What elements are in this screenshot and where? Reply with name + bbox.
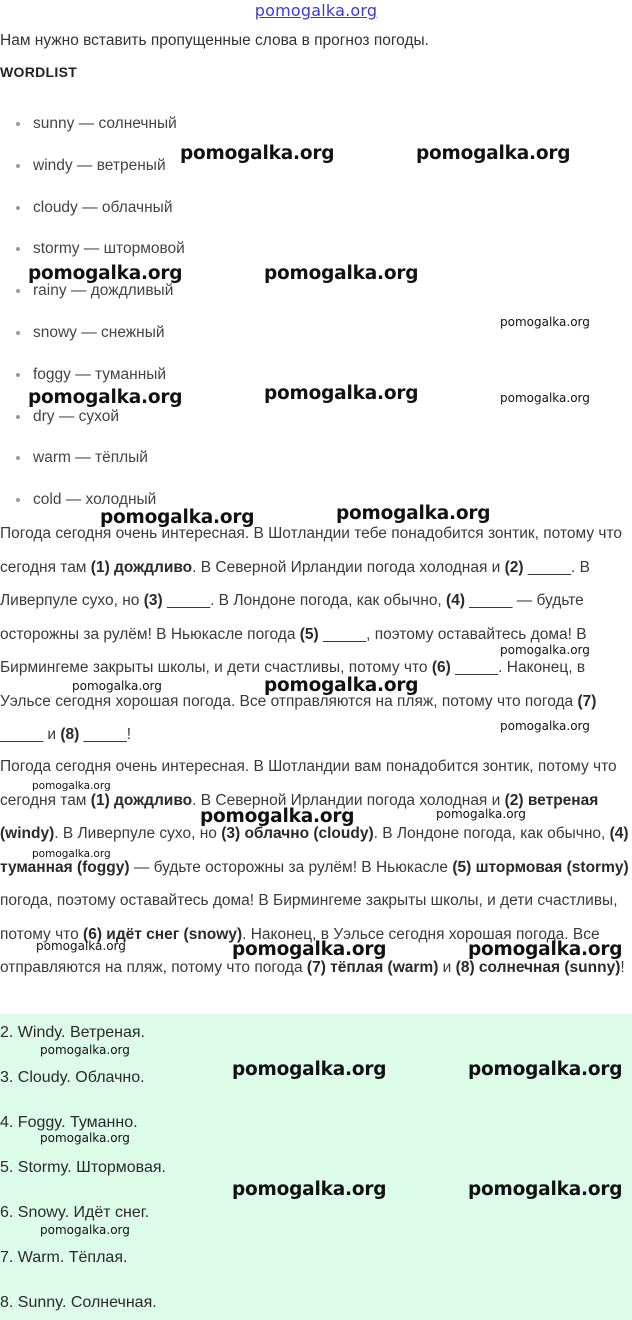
- filled-paragraph: Погода сегодня очень интересная. В Шотландии вам понадобится зонтик, потому что сегодня там (1) дождливо. В Северной Ирландии погода холодная и (2) ветреная (windy). В Ливерпуле сухо, но (3) облачно (cloudy). В Лондоне погода, как обычно, (4) туманная (foggy) — будьте осторожны за рулём! В Ньюкасле (5) штормовая (stormy) погода, поэтому оставайтесь дома! В Бирмингеме закрыты школы, и дети счастливы, потому что (6) идёт снег (snowy). Наконец, в Уэльсе сегодня хорошая погода. Все отправляются на пляж, потому что погода (7) тёплая (warm) и (8) солнечная (sunny)!: [0, 758, 629, 976]
- watermark: pomogalka.org: [180, 143, 335, 164]
- list-item: cold — холодный: [16, 490, 185, 532]
- bullet-icon: [16, 331, 20, 335]
- watermark: pomogalka.org: [500, 643, 590, 657]
- list-item: rainy — дождливый: [16, 281, 185, 323]
- watermark: pomogalka.org: [468, 939, 623, 960]
- watermark: pomogalka.org: [264, 263, 419, 284]
- watermark: pomogalka.org: [416, 143, 571, 164]
- wordlist-title: WORDLIST: [0, 64, 78, 80]
- watermark: pomogalka.org: [28, 387, 183, 408]
- watermark: pomogalka.org: [436, 807, 526, 821]
- watermark: pomogalka.org: [500, 391, 590, 405]
- watermark: pomogalka.org: [264, 675, 419, 696]
- bullet-icon: [16, 206, 20, 210]
- answer-line: 3. Cloudy. Облачно.: [0, 1069, 145, 1086]
- watermark: pomogalka.org: [28, 263, 183, 284]
- site-header-link[interactable]: pomogalka.org: [254, 1, 378, 20]
- list-item: cloudy — облачный: [16, 198, 185, 240]
- watermark: pomogalka.org: [40, 1043, 130, 1057]
- task-paragraph: Погода сегодня очень интересная. В Шотландии тебе понадобится зонтик, потому что сегодня там (1) дождливо. В Северной Ирландии погода холодная и (2) _____. В Ливерпуле сухо, но (3) _____. В Лондоне погода, как обычно, (4) _____ — будьте осторожны за рулём! В Ньюкасле погода (5) _____, поэтому оставайтесь дома! В Бирмингеме закрыты школы, и дети счастливы, потому что (6) _____. Наконец, в Уэльсе сегодня хорошая погода. Все отправляются на пляж, потому что погода (7) _____ и (8) _____!: [0, 525, 622, 743]
- bullet-icon: [16, 498, 20, 502]
- bullet-icon: [16, 456, 20, 460]
- list-item: foggy — туманный: [16, 365, 185, 407]
- answer-line: 5. Stormy. Штормовая.: [0, 1159, 166, 1176]
- watermark: pomogalka.org: [72, 679, 162, 693]
- watermark: pomogalka.org: [100, 507, 255, 528]
- watermark: pomogalka.org: [500, 315, 590, 329]
- list-item: windy — ветреный: [16, 156, 185, 198]
- bullet-icon: [16, 415, 20, 419]
- bullet-icon: [16, 289, 20, 293]
- list-item: dry — сухой: [16, 407, 185, 449]
- bullet-icon: [16, 122, 20, 126]
- watermark: pomogalka.org: [468, 1059, 623, 1080]
- watermark: pomogalka.org: [40, 1131, 130, 1145]
- list-item: snowy — снежный: [16, 323, 185, 365]
- answer-line: 4. Foggy. Туманно.: [0, 1114, 138, 1131]
- watermark: pomogalka.org: [32, 848, 111, 860]
- watermark: pomogalka.org: [32, 780, 111, 792]
- intro-text: Нам нужно вставить пропущенные слова в прогноз погоды.: [0, 32, 429, 49]
- watermark: pomogalka.org: [468, 1179, 623, 1200]
- answer-line: 2. Windy. Ветреная.: [0, 1024, 145, 1041]
- list-item: stormy — штормовой: [16, 239, 185, 281]
- watermark: pomogalka.org: [232, 1179, 387, 1200]
- answer-line: 8. Sunny. Солнечная.: [0, 1294, 157, 1311]
- bullet-icon: [16, 373, 20, 377]
- watermark: pomogalka.org: [264, 383, 419, 404]
- answer-line: 6. Snowy. Идёт снег.: [0, 1204, 150, 1221]
- watermark: pomogalka.org: [200, 806, 355, 827]
- watermark: pomogalka.org: [40, 1223, 130, 1237]
- bullet-icon: [16, 247, 20, 251]
- answer-line: 7. Warm. Тёплая.: [0, 1249, 128, 1266]
- list-item: warm — тёплый: [16, 448, 185, 490]
- watermark: pomogalka.org: [232, 1059, 387, 1080]
- wordlist: [16, 114, 185, 532]
- watermark: pomogalka.org: [500, 719, 590, 733]
- watermark: pomogalka.org: [232, 939, 387, 960]
- watermark: pomogalka.org: [36, 939, 126, 953]
- bullet-icon: [16, 164, 20, 168]
- watermark: pomogalka.org: [336, 503, 491, 524]
- list-item: sunny — солнечный: [16, 114, 185, 156]
